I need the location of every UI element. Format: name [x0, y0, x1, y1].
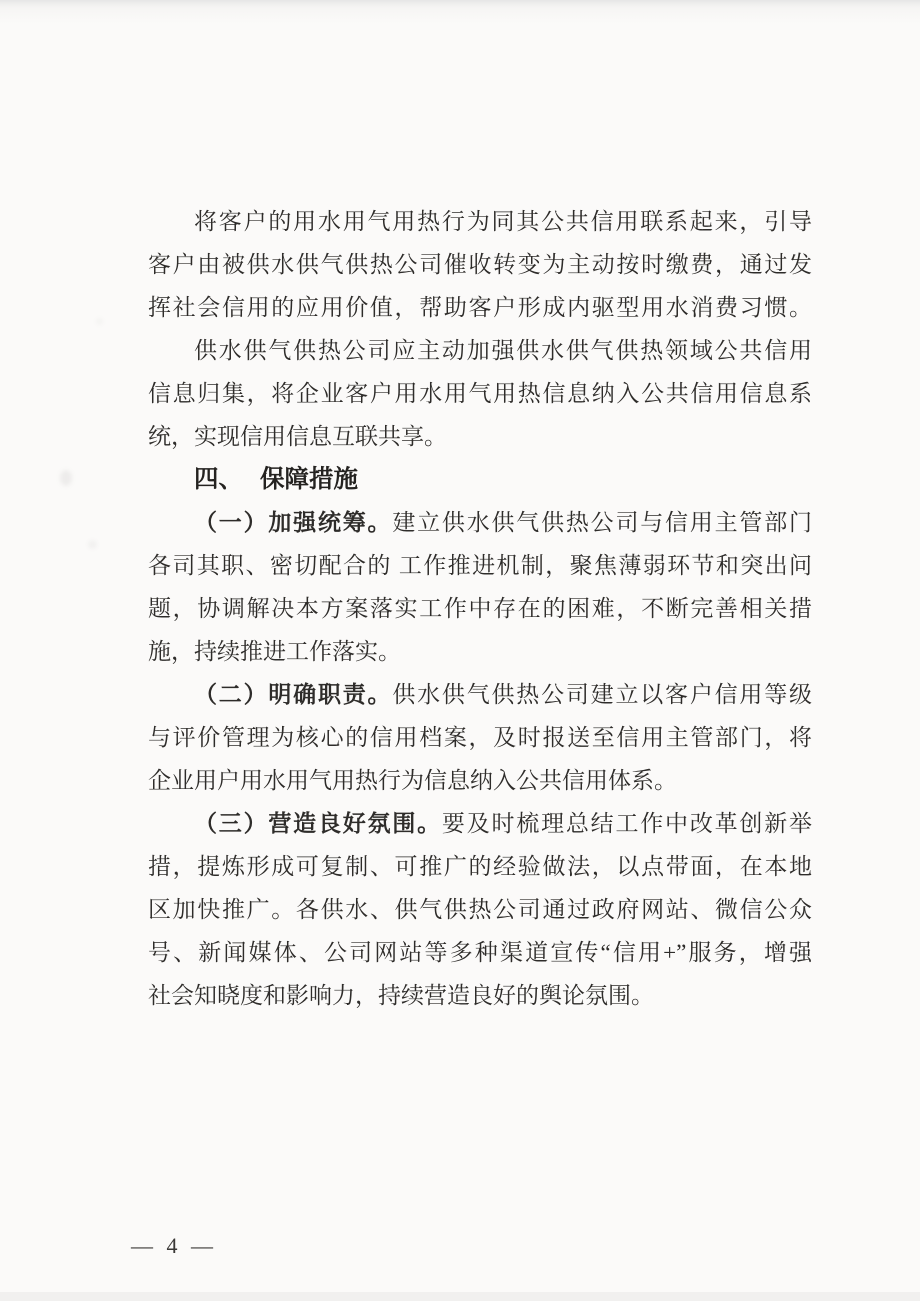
- body-text: 客户由被供水供气供热公司催收转变为主动按时缴费，通过发: [148, 252, 812, 277]
- body-text: 区加快推广。各供水、供气供热公司通过政府网站、微信公众: [148, 897, 812, 922]
- subsection-1-lead: （一）加强统筹。: [194, 510, 393, 535]
- subsection-3-line-3: [148, 888, 812, 931]
- subsection-1-line-1: [148, 501, 812, 544]
- subsection-3-line-2: [148, 845, 812, 888]
- scan-artifact-bottom-edge: [0, 1292, 920, 1301]
- subsection-3-line-1: [148, 802, 812, 845]
- body-text: 信息归集，将企业客户用水用气用热信息纳入公共信用信息系: [148, 381, 812, 406]
- subsection-2-line-1: [148, 673, 812, 716]
- heading-number: 四、: [194, 466, 243, 493]
- subsection-3-line-5: [148, 974, 812, 1017]
- paragraph-1-line-2: [148, 243, 812, 286]
- body-text: 供水供气供热公司应主动加强供水供气供热领域公共信用: [194, 338, 812, 363]
- body-text: 题，协调解决本方案落实工作中存在的困难，不断完善相关措: [148, 596, 812, 621]
- paragraph-2-line-1: [148, 329, 812, 372]
- body-text: 要及时梳理总结工作中改革创新举: [441, 811, 813, 836]
- scan-smudge: [60, 470, 72, 486]
- heading-title: 保障措施: [260, 466, 358, 493]
- paragraph-1-line-3: [148, 286, 812, 329]
- document-body: [148, 200, 812, 1017]
- subsection-3-lead: （三）营造良好氛围。: [194, 811, 442, 836]
- body-text: 供水供气供热公司建立以客户信用等级: [392, 682, 813, 707]
- body-text: 各司其职、密切配合的 工作推进机制，聚焦薄弱环节和突出问: [148, 553, 812, 578]
- paragraph-2-line-3: [148, 415, 812, 458]
- subsection-1-line-4: [148, 630, 812, 673]
- section-heading-4: [148, 458, 812, 501]
- body-text: 与评价管理为核心的信用档案，及时报送至信用主管部门，将: [148, 725, 812, 750]
- subsection-1-line-3: [148, 587, 812, 630]
- subsection-2-line-2: [148, 716, 812, 759]
- body-text: 将客户的用水用气用热行为同其公共信用联系起来，引导: [194, 209, 812, 234]
- body-text: 挥社会信用的应用价值，帮助客户形成内驱型用水消费习惯。: [148, 295, 812, 320]
- page-number: — 4 —: [131, 1233, 217, 1258]
- body-text: 企业用户用水用气用热行为信息纳入公共信用体系。: [148, 768, 677, 793]
- body-text: 措，提炼形成可复制、可推广的经验做法，以点带面，在本地: [148, 854, 812, 879]
- subsection-2-lead: （二）明确职责。: [194, 682, 393, 707]
- scan-smudge: [96, 318, 103, 325]
- subsection-2-line-3: [148, 759, 812, 802]
- scan-smudge: [88, 540, 97, 549]
- body-text: 统，实现信用信息互联共享。: [148, 424, 447, 449]
- body-text: 施，持续推进工作落实。: [148, 639, 401, 664]
- body-text: 号、新闻媒体、公司网站等多种渠道宣传“信用+”服务，增强: [148, 940, 812, 965]
- subsection-1-line-2: [148, 544, 812, 587]
- body-text: 社会知晓度和影响力，持续营造良好的舆论氛围。: [148, 983, 654, 1008]
- scan-artifact-top-edge: [0, 0, 920, 24]
- paragraph-2-line-2: [148, 372, 812, 415]
- paragraph-1-line-1: [148, 200, 812, 243]
- subsection-3-line-4: [148, 931, 812, 974]
- body-text: 建立供水供气供热公司与信用主管部门: [392, 510, 813, 535]
